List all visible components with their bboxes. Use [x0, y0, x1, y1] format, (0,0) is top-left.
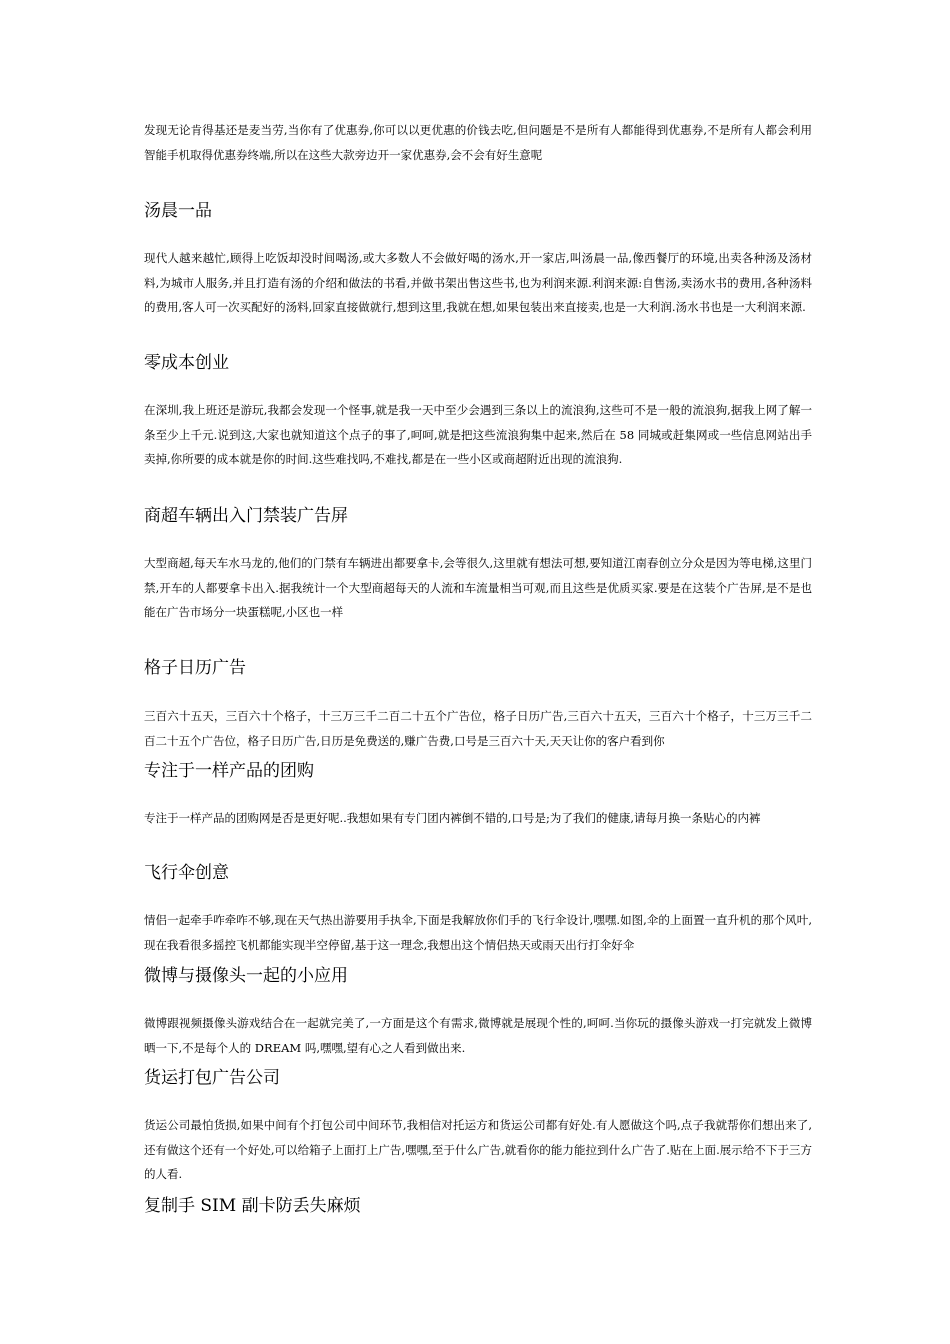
section-title-single-product-groupbuy: 专注于一样产品的团购	[144, 761, 314, 781]
section-body-single-product-groupbuy-block	[144, 806, 812, 831]
section-body-gate-ad-screen-block	[144, 551, 812, 625]
section-title-calendar-ad: 格子日历广告	[144, 658, 246, 678]
section-title-flying-umbrella: 飞行伞创意	[144, 863, 229, 883]
section-body-single-product-groupbuy: 专注于一样产品的团购网是否是更好呢..我想如果有专门团内裤倒不错的,口号是;为了我们的健康,请每月换一条贴心的内裤	[144, 811, 761, 825]
section-body-flying-umbrella: 情侣一起牵手咋牵咋不够,现在天气热出游要用手执伞,下面是我解放你们手的飞行伞设计,嘿嘿.如图,伞的上面置一直升机的那个风叶,现在我看很多摇控飞机都能实现半空停留,基于这一理念,我想出这个情侣热天或雨天出行打伞好伞	[144, 913, 812, 952]
section-body-calendar-ad-block	[144, 704, 812, 753]
section-body-weibo-camera-app: 微博跟视频摄像头游戏结合在一起就完美了,一方面是这个有需求,微博就是展现个性的,呵呵.当你玩的摄像头游戏一打完就发上微博晒一下,不是每个人的 DREAM 吗,嘿嘿,望有心之人看到做出来.	[144, 1016, 812, 1055]
section-title-zero-cost: 零成本创业	[144, 353, 229, 373]
section-body-calendar-ad: 三百六十五天，三百六十个格子，十三万三千二百二十五个广告位，格子日历广告,三百六十五天，三百六十个格子，十三万三千二百二十五个广告位，格子日历广告,日历是免费送的,赚广告费,口号是三百六十天,天天让你的客户看到你	[144, 709, 812, 748]
section-body-zero-cost: 在深圳,我上班还是游玩,我都会发现一个怪事,就是我一天中至少会遇到三条以上的流浪狗,这些可不是一般的流浪狗,据我上网了解一条至少上千元.说到这,大家也就知道这个点子的事了,呵呵,就是把这些流浪狗集中起来,然后在 58 同城或赶集网或一些信息网站出手卖掉,你所要的成本就是你的时间.这些难找吗,不难找,都是在一些小区或商超附近出现的流浪狗.	[144, 403, 812, 466]
section-body-gate-ad-screen: 大型商超,每天车水马龙的,他们的门禁有车辆进出都要拿卡,会等很久,这里就有想法可想,要知道江南春创立分众是因为等电梯,这里门禁,开车的人都要拿卡出入.据我统计一个大型商超每天的人流和车流量相当可观,而且这些是优质买家.要是在这装个广告屏,是不是也能在广告市场分一块蛋糕呢,小区也一样	[144, 556, 812, 619]
section-body-soup: 现代人越来越忙,顾得上吃饭却没时间喝汤,或大多数人不会做好喝的汤水,开一家店,叫汤晨一品,像西餐厅的环境,出卖各种汤及汤材料,为城市人服务,并且打造有汤的介绍和做法的书看,并做书架出售这些书,也为利润来源.利润来源:自售汤,卖汤水书的费用,各种汤料的费用,客人可一次买配好的汤料,回家直接做就行,想到这里,我就在想,如果包装出来直接卖,也是一大利润.汤水书也是一大利润来源.	[144, 251, 812, 314]
intro-paragraph-block	[144, 118, 812, 167]
section-body-soup-block	[144, 246, 812, 320]
section-title-soup: 汤晨一品	[144, 201, 212, 221]
section-body-weibo-camera-app-block	[144, 1011, 812, 1060]
section-body-zero-cost-block	[144, 398, 812, 472]
section-body-flying-umbrella-block	[144, 908, 812, 957]
section-title-freight-packing-ad: 货运打包广告公司	[144, 1068, 280, 1088]
intro-paragraph: 发现无论肯得基还是麦当劳,当你有了优惠券,你可以以更优惠的价钱去吃,但问题是不是所有人都能得到优惠券,不是所有人都会利用智能手机取得优惠券终端,所以在这些大款旁边开一家优惠券,会不会有好生意呢	[144, 123, 812, 162]
section-body-freight-packing-ad-block	[144, 1113, 812, 1187]
section-title-sim-backup-card: 复制手 SIM 副卡防丢失麻烦	[144, 1196, 361, 1216]
section-title-weibo-camera-app: 微博与摄像头一起的小应用	[144, 966, 348, 986]
section-title-gate-ad-screen: 商超车辆出入门禁装广告屏	[144, 506, 348, 526]
section-body-freight-packing-ad: 货运公司最怕货损,如果中间有个打包公司中间环节,我相信对托运方和货运公司都有好处.有人愿做这个吗,点子我就帮你们想出来了,还有做这个还有一个好处,可以给箱子上面打上广告,嘿嘿,至于什么广告,就看你的能力能拉到什么广告了.贴在上面.展示给不下于三方的人看.	[144, 1118, 812, 1181]
